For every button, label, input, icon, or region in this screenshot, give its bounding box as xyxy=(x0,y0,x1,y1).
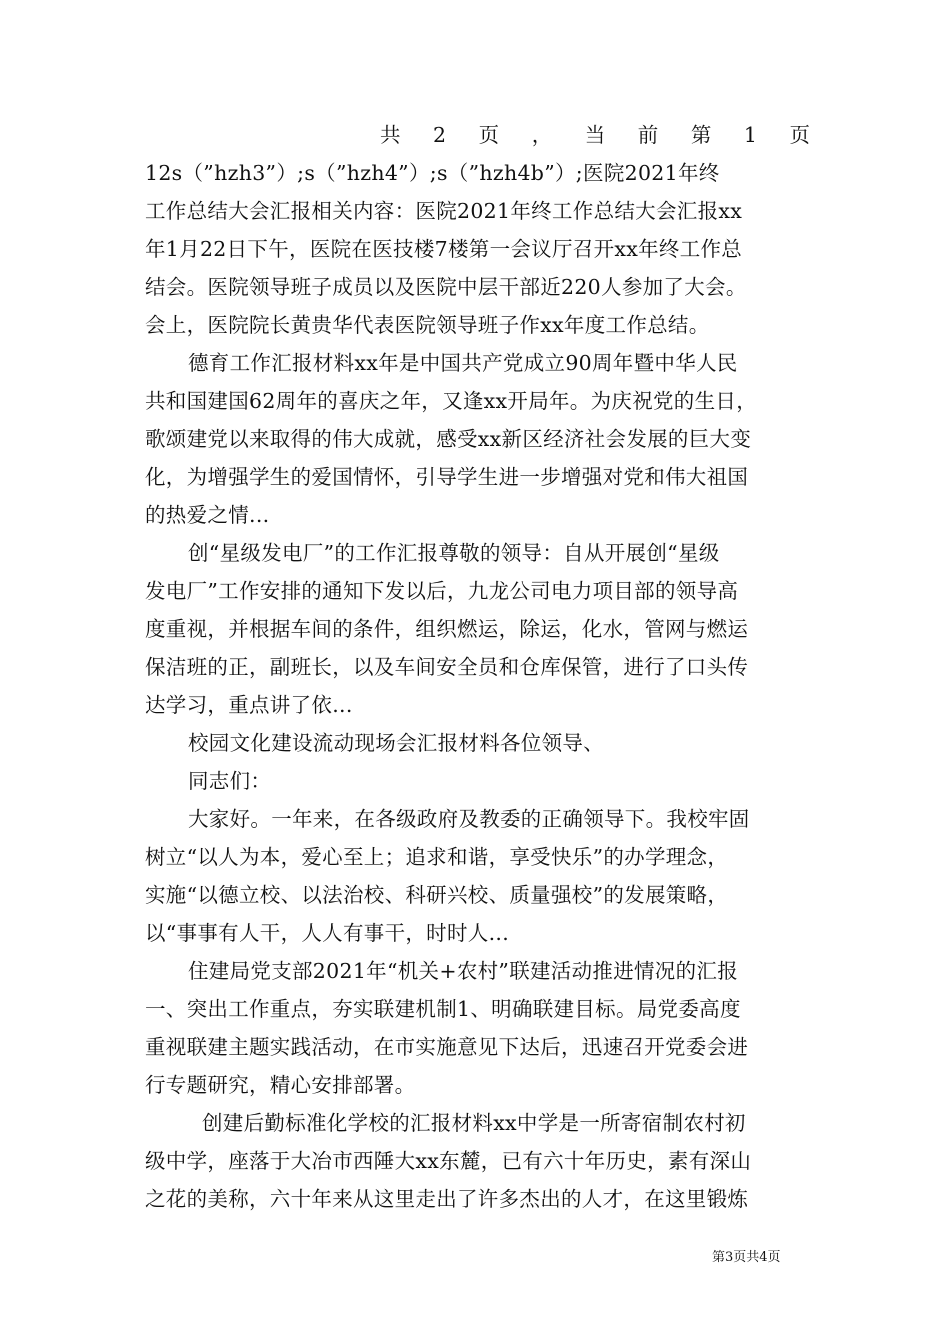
text-line: 实施“以德立校、以法治校、科研兴校、质量强校”的发展策略， xyxy=(145,883,729,907)
header-char: ， xyxy=(531,123,553,147)
page-count-header xyxy=(380,122,810,148)
header-char: 共 xyxy=(380,123,401,147)
header-char: 第 xyxy=(690,123,712,147)
text-line: 大家好。一年来，在各级政府及教委的正确领导下。我校牢固 xyxy=(188,807,750,831)
text-line: 行专题研究，精心安排部署。 xyxy=(145,1073,416,1097)
text-line: 重视联建主题实践活动，在市实施意见下达后，迅速召开党委会进 xyxy=(145,1035,749,1059)
text-line: 年1月22日下午，医院在医技楼7楼第一会议厅召开xx年终工作总 xyxy=(145,237,743,261)
text-line: 保洁班的正，副班长，以及车间安全员和仓库保管，进行了口头传 xyxy=(145,655,749,679)
text-line: 工作总结大会汇报相关内容：医院2021年终工作总结大会汇报xx xyxy=(145,199,743,223)
text-line: 化，为增强学生的爱国情怀，引导学生进一步增强对党和伟大祖国 xyxy=(145,465,749,489)
header-char: 当 xyxy=(584,123,606,147)
text-line: 一、突出工作重点，夯实联建机制1、明确联建目标。局党委高度 xyxy=(145,997,741,1021)
header-char: 页 xyxy=(789,123,810,147)
text-line: 发电厂”工作安排的通知下发以后，九龙公司电力项目部的领导高 xyxy=(145,579,739,603)
header-char: 2 xyxy=(433,123,447,147)
page-number-footer: 第3页共4页 xyxy=(712,1250,781,1265)
header-char: 1 xyxy=(743,123,757,147)
text-line: 以“事事有人干，人人有事干，时时人... xyxy=(145,921,510,945)
text-line: 树立“以人为本，爱心至上；追求和谐，享受快乐”的办学理念， xyxy=(145,845,729,869)
text-line: 之花的美称，六十年来从这里走出了许多杰出的人才，在这里锻炼 xyxy=(145,1187,749,1211)
text-line: 住建局党支部2021年“机关+农村”联建活动推进情况的汇报 xyxy=(188,959,739,983)
text-line: 创“星级发电厂”的工作汇报尊敬的领导：自从开展创“星级 xyxy=(188,541,720,565)
text-line: 的热爱之情... xyxy=(145,503,270,527)
text-line: 会上，医院院长黄贵华代表医院领导班子作xx年度工作总结。 xyxy=(145,313,710,337)
header-char: 页 xyxy=(478,123,500,147)
text-line: 12s（”hzh3”）;s（”hzh4”）;s（”hzh4b”）;医院2021年终 xyxy=(145,161,720,185)
text-line: 共和国建国62周年的喜庆之年，又逢xx开局年。为庆祝党的生日， xyxy=(145,389,758,413)
text-line: 创建后勤标准化学校的汇报材料xx中学是一所寄宿制农村初 xyxy=(202,1111,746,1135)
text-line: 达学习，重点讲了依... xyxy=(145,693,353,717)
text-line: 度重视，并根据车间的条件，组织燃运，除运，化水，管网与燃运 xyxy=(145,617,749,641)
text-line: 结会。医院领导班子成员以及医院中层干部近220人参加了大会。 xyxy=(145,275,747,299)
text-line: 德育工作汇报材料xx年是中国共产党成立90周年暨中华人民 xyxy=(188,351,738,375)
text-line: 校园文化建设流动现场会汇报材料各位领导、 xyxy=(188,731,604,755)
text-line: 级中学，座落于大冶市西陲大xx东麓，已有六十年历史，素有深山 xyxy=(145,1149,752,1173)
text-line: 同志们： xyxy=(188,769,272,793)
header-char: 前 xyxy=(637,123,659,147)
text-line: 歌颂建党以来取得的伟大成就，感受xx新区经济社会发展的巨大变 xyxy=(145,427,752,451)
